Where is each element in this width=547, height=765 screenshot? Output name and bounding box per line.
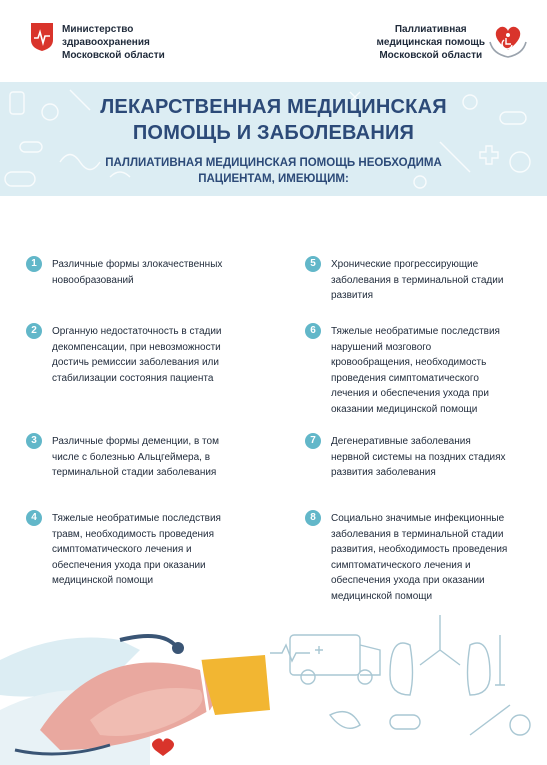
item-text-line: обеспечения ухода при оказании [52, 559, 206, 571]
ministry-line: Московской области [62, 50, 165, 61]
heart-hands-icon [487, 20, 529, 60]
item-text-line: нервной системы на поздних стадиях [331, 451, 506, 463]
item-text-line: развития, необходимость проведения [331, 544, 508, 555]
item-text-line: числе с болезнью Альцгеймера, в [52, 451, 211, 463]
item-text [331, 511, 546, 604]
item-text [52, 511, 267, 589]
item-text-line: Различные формы злокачественных [52, 259, 223, 270]
item-text-line: Социально значимые инфекционные [331, 513, 505, 524]
item-text-line: травм, необходимость проведения [52, 528, 215, 540]
item-number-badge: 5 [305, 256, 321, 272]
item-text-line: заболевания в терминальной стадии [331, 274, 504, 286]
page-title: ПОМОЩЬ И ЗАБОЛЕВАНИЯ [132, 122, 415, 144]
caring-hands-illustration [0, 600, 300, 765]
item-number-badge: 6 [305, 323, 321, 339]
item-text-line: Органную недостаточность в стадии [52, 326, 222, 337]
item-text-line: заболевания в терминальной стадии [331, 528, 504, 540]
palliative-line: медицинская помощь [376, 37, 485, 48]
item-text-line: кровообращения, необходимость [331, 357, 487, 368]
item-number-badge: 3 [26, 433, 42, 449]
item-text-line: развития заболевания [331, 467, 436, 478]
ministry-line: здравоохранения [62, 37, 150, 48]
item-text-line: медицинской помощи [331, 590, 433, 602]
item-text-line: Хронические прогрессирующие [331, 259, 479, 270]
item-text-line: декомпенсации, при невозможности [52, 341, 221, 353]
item-text-line: симптоматического лечения и [52, 544, 192, 555]
palliative-line: Паллиативная [394, 24, 467, 35]
item-number-badge: 1 [26, 256, 42, 272]
item-text [52, 324, 267, 386]
item-text-line: новообразований [52, 274, 134, 286]
page-subtitle: ПАЦИЕНТАМ, ИМЕЮЩИМ: [198, 173, 349, 185]
item-number-badge: 7 [305, 433, 321, 449]
item-text-line: оказании медицинской помощи [331, 403, 478, 415]
ministry-line: Министерство [62, 24, 134, 35]
item-text-line: терминальной стадии заболевания [52, 467, 217, 478]
item-text-line: Различные формы деменции, в том [52, 436, 219, 447]
item-text-line: нарушений мозгового [331, 341, 432, 353]
item-text-line: стабилизации состояния пациента [52, 372, 214, 384]
page-header [0, 0, 547, 82]
item-text-line: достичь ремиссии заболевания или [52, 357, 219, 368]
item-number-badge: 4 [26, 510, 42, 526]
item-text-line: медицинской помощи [52, 575, 154, 586]
page-title: ЛЕКАРСТВЕННАЯ МЕДИЦИНСКАЯ [100, 96, 447, 118]
coat-of-arms-icon [30, 22, 54, 52]
item-number-badge: 8 [305, 510, 321, 526]
item-text [331, 257, 546, 304]
item-text [331, 324, 546, 417]
item-text-line: Тяжелые необратимые последствия [331, 326, 500, 337]
item-text [52, 257, 267, 288]
item-text-line: Тяжелые необратимые последствия [52, 513, 221, 524]
item-text-line: симптоматического лечения и [331, 559, 471, 571]
item-text [331, 434, 546, 481]
ministry-name [62, 23, 165, 62]
medical-icons-illustration [270, 605, 547, 765]
item-text-line: Дегенеративные заболевания [331, 436, 471, 447]
item-text-line: лечения и обеспечения ухода при [331, 388, 489, 399]
palliative-org-name [376, 23, 485, 62]
item-text-line: обеспечения ухода при оказании [331, 575, 485, 586]
palliative-line: Московской области [379, 50, 483, 61]
page-subtitle: ПАЛЛИАТИВНАЯ МЕДИЦИНСКАЯ ПОМОЩЬ НЕОБХОДИМА [105, 157, 442, 169]
item-text-line: проведения симптоматического [331, 372, 479, 384]
item-text [52, 434, 267, 481]
item-number-badge: 2 [26, 323, 42, 339]
item-text-line: развития [331, 290, 374, 301]
